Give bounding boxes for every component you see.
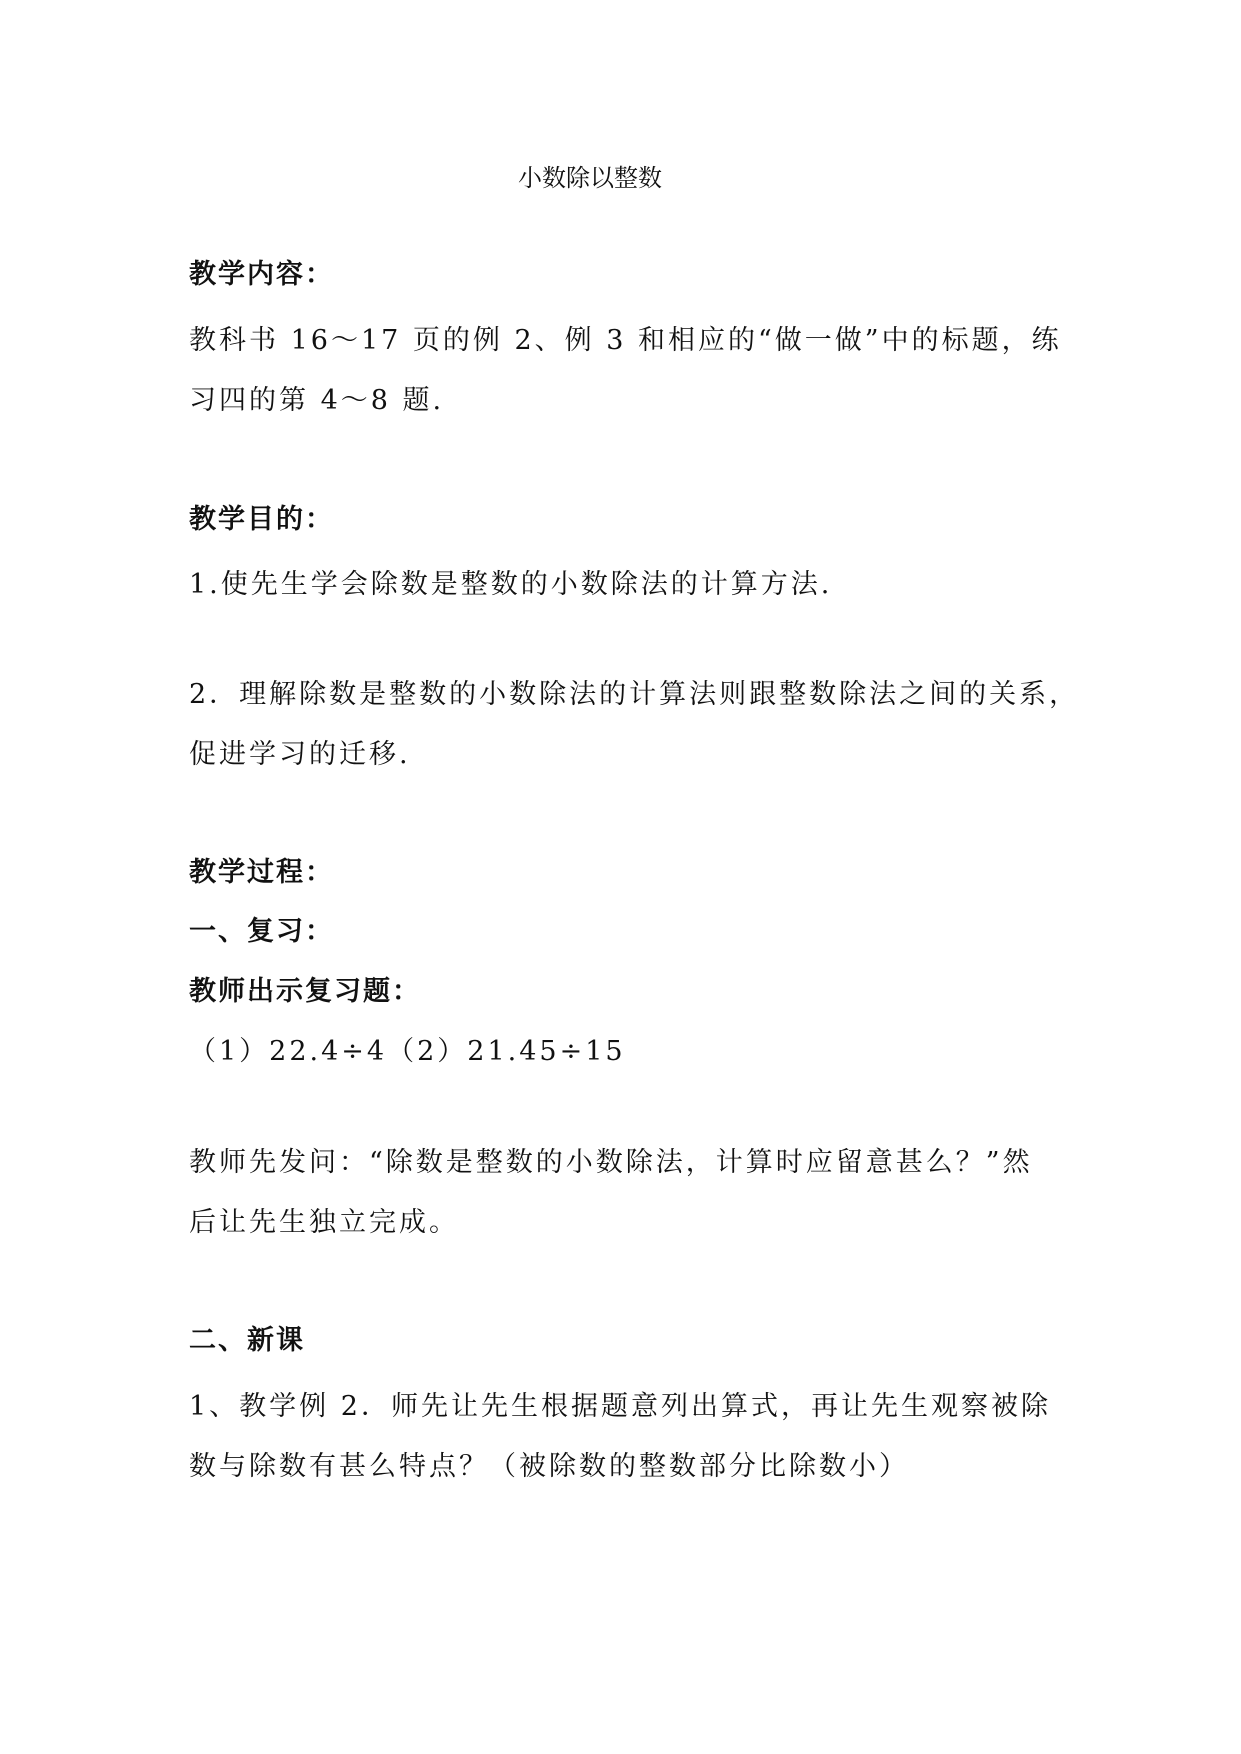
objective-2-line-2: 促进学习的迁移. [189,739,411,770]
example-line-1: 1、教学例 2．师先让先生根据题意列出算式，再让先生观察被除 [189,1391,1051,1422]
example-paragraph [189,1377,1069,1497]
content-line-2: 习四的第 4～8 题. [189,385,445,416]
objective-1: 1.使先生学会除数是整数的小数除法的计算方法. [189,569,833,600]
review-problems: （1）22.4÷4（2）21.45÷15 [189,1036,626,1067]
review-sub-heading: 教师出示复习题： [189,976,421,1007]
teacher-question [189,1133,1069,1253]
document-title: 小数除以整数 [518,164,662,192]
review-heading: 一、复习： [189,916,334,947]
example-line-2: 数与除数有甚么特点？（被除数的整数部分比除数小） [189,1451,909,1482]
process-heading: 教学过程： [189,857,334,888]
new-lesson-heading: 二、新课 [189,1325,305,1356]
teacher-question-line-1: 教师先发问：“除数是整数的小数除法，计算时应留意甚么？”然 [189,1147,1033,1178]
content-line-1: 教科书 16～17 页的例 2、例 3 和相应的“做一做”中的标题，练 [189,325,1062,356]
teacher-question-line-2: 后让先生独立完成。 [189,1207,459,1238]
content-paragraph [189,311,1069,431]
content-heading: 教学内容： [189,259,334,290]
objectives-heading: 教学目的： [189,504,334,535]
objective-2-line-1: 2．理解除数是整数的小数除法的计算法则跟整数除法之间的关系， [189,679,1080,710]
objective-2 [189,665,1080,785]
